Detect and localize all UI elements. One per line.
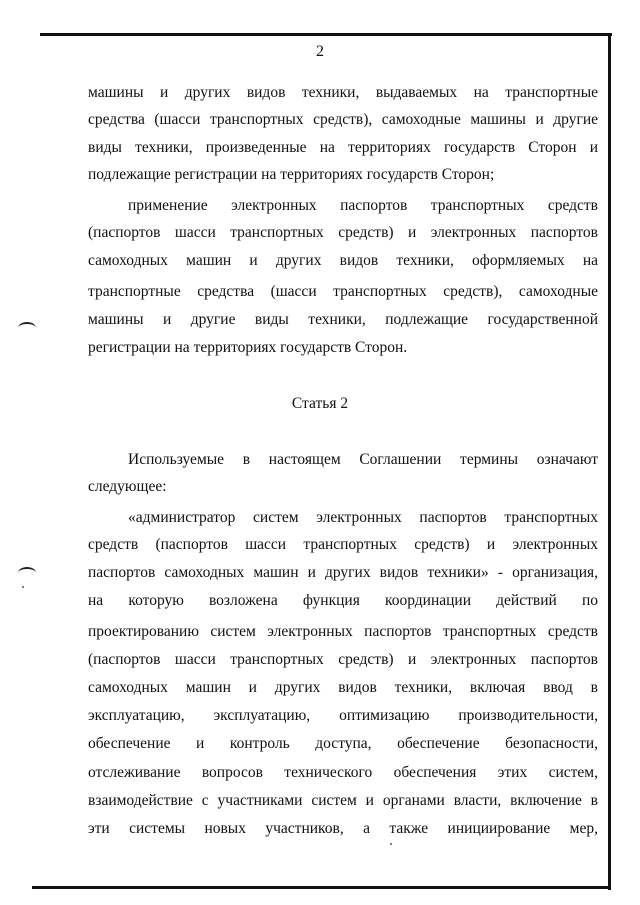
text-line: отслеживание вопросов технического обеспечения этих систем, — [88, 764, 598, 781]
text-line: (паспортов шасси транспортных средств) и электронных паспортов — [88, 224, 598, 241]
punch-hole-mark — [18, 567, 36, 579]
text-line: Используемые в настоящем Соглашении термины означают — [128, 451, 598, 468]
text-line: паспортов самоходных машин и других видов техники» - организация, — [88, 564, 598, 581]
scan-speck — [22, 586, 24, 588]
text-line: самоходных машин и других видов техники, включая ввод в — [88, 679, 598, 696]
text-line: взаимодействие с участниками систем и органами власти, включение в — [88, 792, 598, 809]
text-line: проектированию систем электронных паспортов транспортных средств — [88, 623, 598, 640]
text-line: применение электронных паспортов транспортных средств — [128, 197, 598, 214]
text-line: (паспортов шасси транспортных средств) и электронных паспортов — [88, 651, 598, 668]
text-line: регистрации на территориях государств Сторон. — [88, 339, 408, 356]
article-heading: Статья 2 — [291, 395, 349, 412]
text-line: подлежащие регистрации на территориях государств Сторон; — [88, 166, 495, 183]
text-line: «администратор систем электронных паспортов транспортных — [128, 509, 598, 526]
text-line: самоходных машин и других видов техники, оформляемых на — [88, 252, 598, 269]
text-line: следующее: — [88, 478, 167, 495]
text-line: обеспечение и контроль доступа, обеспечение безопасности, — [88, 735, 598, 752]
text-line: средств (паспортов шасси транспортных средств) и электронных — [88, 536, 598, 553]
page-number: 2 — [316, 43, 324, 60]
punch-hole-mark — [18, 322, 36, 334]
text-line: эти системы новых участников, а также инициирование мер, — [88, 820, 598, 837]
text-line: виды техники, произведенные на территориях государств Сторон и — [88, 139, 598, 156]
text-line: машины и другие виды техники, подлежащие государственной — [88, 311, 598, 328]
text-line: машины и других видов техники, выдаваемых на транспортные — [88, 84, 598, 101]
text-line: эксплуатацию, эксплуатацию, оптимизацию производительности, — [88, 707, 598, 724]
page-border-top — [40, 33, 612, 36]
text-line: на которую возложена функция координации действий по — [88, 592, 598, 609]
text-line: средства (шасси транспортных средств), самоходные машины и другие — [88, 111, 598, 128]
scan-speck — [390, 843, 392, 845]
page-border-bottom — [32, 886, 611, 889]
text-line: транспортные средства (шасси транспортных средств), самоходные — [88, 283, 598, 300]
page-border-right — [608, 33, 611, 890]
